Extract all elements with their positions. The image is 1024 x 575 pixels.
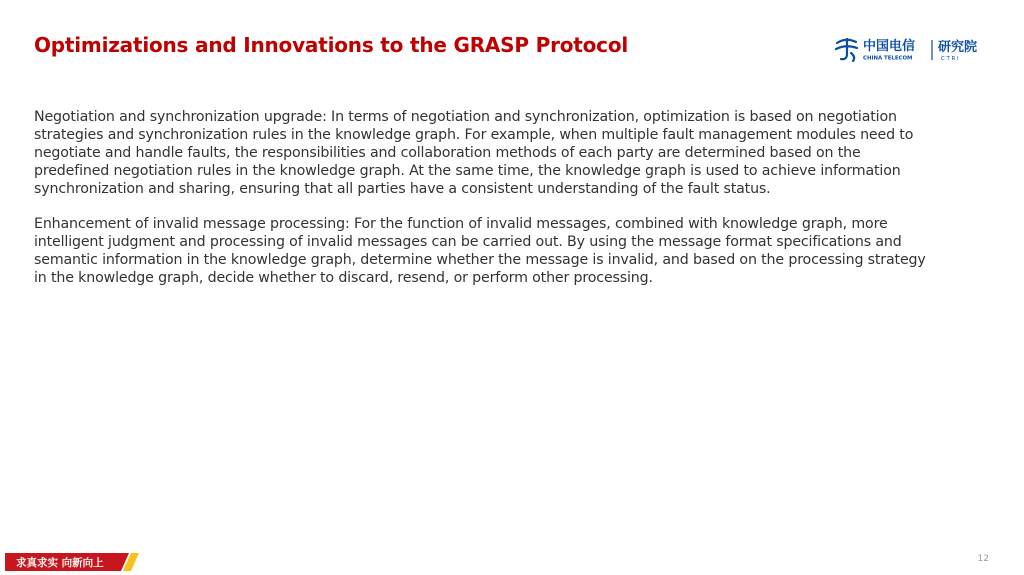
china-telecom-logo (834, 34, 990, 66)
slide-title: Optimizations and Innovations to the GRASP Protocol (34, 33, 629, 57)
logo-institute-cn: 研究院 (938, 40, 978, 55)
paragraph-negotiation-sync: Negotiation and synchronization upgrade: In terms of negotiation and synchronization, optimization is based on negotiation strategies and synchronization rules in the knowledge graph. For example, when multiple fault management modules need to negotiate and handle faults, the responsibilities and collaboration methods of each party are determined based on the predefined negotiation rules in the knowledge graph. At the same time, the knowledge graph is used to achieve information synchronization and sharing, ensuring that all parties have a consistent understanding of the fault status. (34, 109, 914, 197)
logo-en-name: CHINA TELECOM (863, 55, 913, 62)
logo-institute-en: C T R I (941, 56, 959, 62)
logo-cn-name: 中国电信 (863, 39, 916, 54)
footer-slogan-text: 求真求实 向新向上 (16, 557, 104, 569)
body-text (34, 108, 934, 304)
paragraph-invalid-message: Enhancement of invalid message processing: For the function of invalid messages, combined with knowledge graph, more intelligent judgment and processing of invalid messages can be carried out. By using the message format specifications and semantic information in the knowledge graph, determine whether the message is invalid, and based on the processing strategy in the knowledge graph, decide whether to discard, resend, or perform other processing. (34, 216, 926, 286)
page-number: 12 (977, 554, 989, 564)
china-telecom-emblem-icon (834, 34, 990, 66)
footer-slogan-banner (5, 553, 139, 571)
